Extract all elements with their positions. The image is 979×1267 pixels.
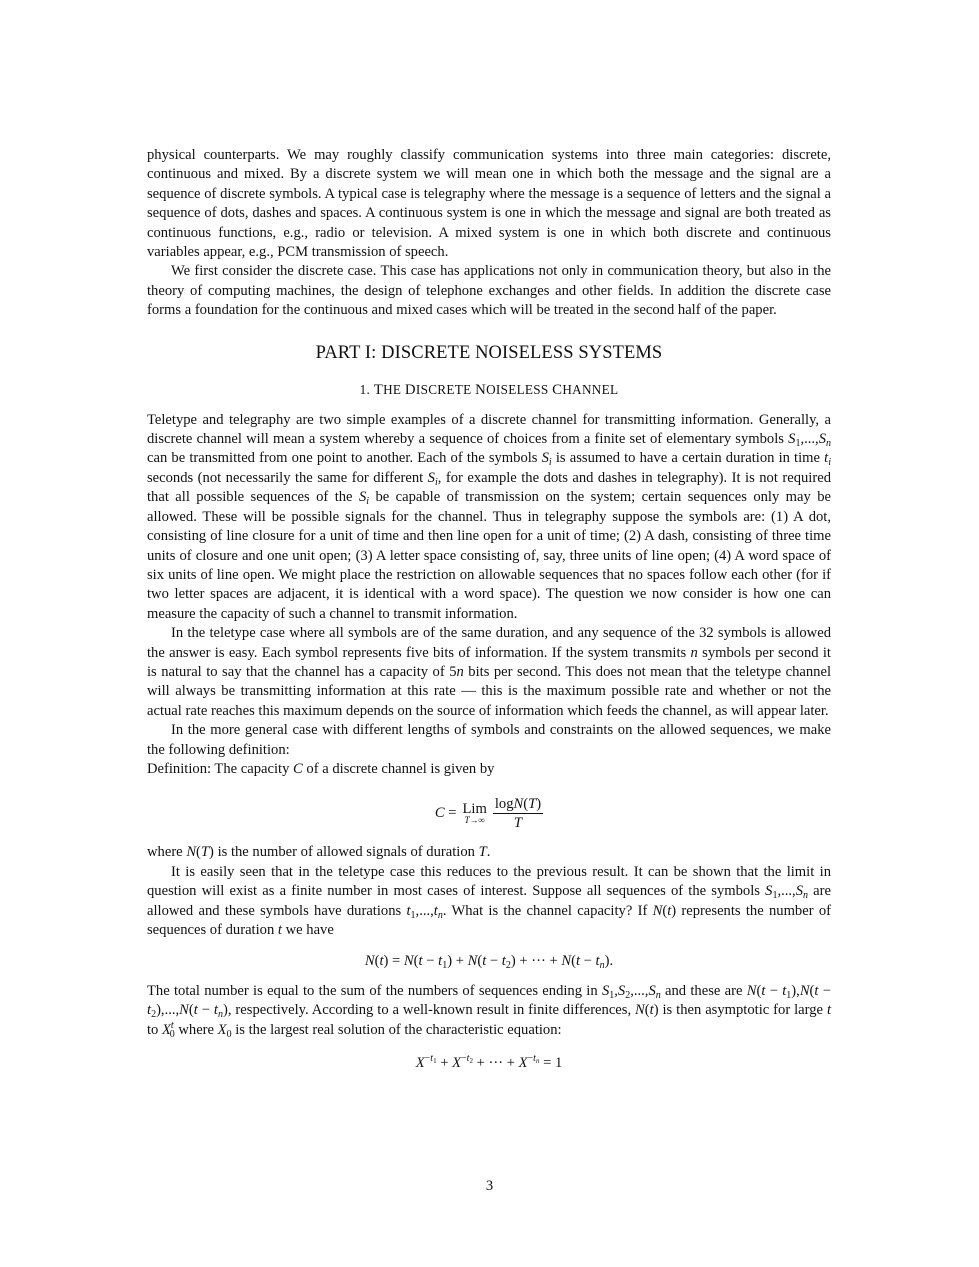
definition-paragraph: Definition: The capacity C of a discrete channel is given by [147, 760, 495, 777]
part-title: PART I: DISCRETE NOISELESS SYSTEMS [315, 342, 663, 363]
total-number-paragraph: The total number is equal to the sum of the numbers of sequences ending in $S_1,S_2,...,S_n$ and these are $N(t - t_1),N(t - t_2),...,N(t - t_n)$, respectively. According to a well-known result in finite differences, N(t) is then asymptotic for large t to $X^t_0$ where $X_0$ is the largest real solution of the characteristic equation: [147, 982, 831, 1040]
characteristic-equation: $X^{-t_1} + X^{-t_2}$ + ··· + $X^{-t_n} = 1$ [415, 1053, 563, 1072]
intro-paragraph-1: physical counterparts. We may roughly classify communication systems into three main categories: discrete, continuous and mixed. By a discrete system we will mean one in which both the message and the signal are a sequence of discrete symbols. A typical case is telegraphy where the message is a sequence of letters and the signal a sequence of dots, dashes and spaces. A continuous system is one in which the message and signal are both treated as continuous functions, e.g., radio or television. A mixed system is one in which both discrete and continuous variables appear, e.g., PCM transmission of speech. [147, 147, 831, 261]
limit-paragraph: It is easily seen that in the teletype case this reduces to the previous result. It can be shown that the limit in question will exist as a finite number in most cases of interest. Suppose all sequences of the symbols $S_1,...,S_n$ are allowed and these symbols have durations $t_1,...,t_n$. What is the channel capacity? If N(t) represents the number of sequences of duration t we have [147, 863, 831, 938]
recurrence-equation: $N(t) = N(t - t_1) + N(t - t_2)$ + ··· + $N(t - t_n)$. [364, 953, 614, 972]
channel-paragraph: Teletype and telegraphy are two simple examples of a discrete channel for transmitting information. Generally, a discrete channel will mean a system whereby a sequence of choices from a finite set of elementary symbols $S_1,...,S_n$ can be transmitted from one point to another. Each of the symbols $S_i$ is assumed to have a certain duration in time $t_i$ seconds (not necessarily the same for different $S_i$, for example the dots and dashes in telegraphy). It is not required that all possible sequences of the $S_i$ be capable of transmission on the system; certain sequences only may be allowed. These will be possible signals for the channel. Thus in telegraphy suppose the symbols are: (1) A dot, consisting of line closure for a unit of time and then line open for a unit of time; (2) A dash, consisting of three time units of closure and one unit open; (3) A letter space consisting of, say, three units of line open; (4) A word space of six units of line open. We might place the restriction on allowable sequences that no spaces follow each other (for if two letter spaces are adjacent, it is identical with a word space). The question we now consider is how one can measure the capacity of such a channel to transmit information. [147, 411, 831, 622]
capacity-equation: C = Lim T→∞ $\frac{\log N(T)}{T}$ [434, 795, 542, 831]
where-paragraph: where N(T) is the number of allowed signals of duration T. [147, 844, 491, 861]
page-content [147, 146, 831, 1083]
section-number: 1. [359, 381, 371, 397]
general-case-paragraph: In the more general case with different lengths of symbols and constraints on the allowed sequences, we make the following definition: [147, 722, 831, 758]
intro-paragraph-2: We first consider the discrete case. This case has applications not only in communication theory, but also in the theory of computing machines, the design of telephone exchanges and other fields. In addition the discrete case forms a foundation for the continuous and mixed cases which will be treated in the second half of the paper. [147, 263, 831, 319]
teletype-paragraph: In the teletype case where all symbols are of the same duration, and any sequence of the 32 symbols is allowed the answer is easy. Each symbol represents five bits of information. If the system transmits n symbols per second it is natural to say that the channel has a capacity of 5n bits per second. This does not mean that the teletype channel will always be transmitting information at this rate — this is the maximum possible rate and whether or not the actual rate reaches this maximum depends on the source of information which feeds the channel, as will appear later. [147, 625, 831, 719]
page-number: 3 [485, 1178, 494, 1194]
section-heading: 1. THE DISCRETE NOISELESS CHANNEL [359, 381, 619, 398]
